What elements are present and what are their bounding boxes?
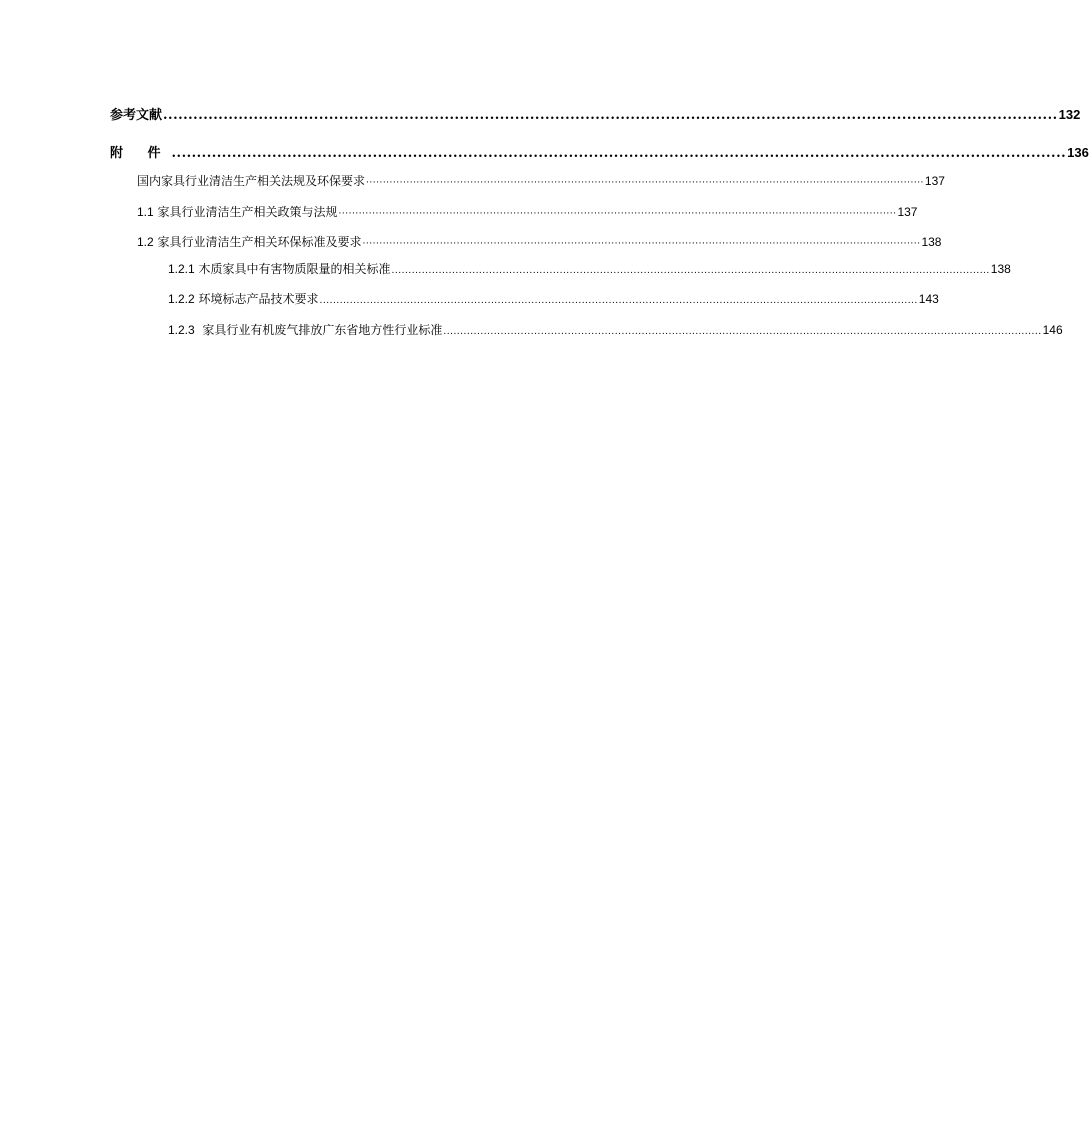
- toc-entry-appendix[interactable]: [110, 142, 1089, 161]
- toc-entry-1-2-3[interactable]: [168, 321, 1063, 338]
- toc-leader-dots: ..................................................................................................................................................................................: [443, 327, 1042, 337]
- toc-leader-dots: ..................................................................................................................................................................................: [319, 296, 918, 306]
- toc-entry-1-2[interactable]: [137, 233, 942, 250]
- toc-entry-page: 137: [924, 174, 945, 188]
- toc-entry-page: 132: [1058, 107, 1081, 122]
- toc-entry-title: 国内家具行业清洁生产相关法规及环保要求: [137, 174, 366, 188]
- toc-leader-dots: ······································································································································································: [338, 209, 897, 219]
- toc-entry-title: 参考文献: [110, 108, 163, 123]
- toc-entry-title: 1.2.3 家具行业有机废气排放广东省地方性行业标准: [168, 323, 443, 337]
- toc-leader-dots: ..................................................................................................................................................................................: [171, 146, 1067, 161]
- toc-entry-page: 138: [921, 235, 942, 249]
- toc-entry-page: 137: [897, 205, 918, 219]
- toc-entry-1-2-1[interactable]: [168, 260, 1011, 277]
- toc-leader-dots: ..................................................................................................................................................................................: [163, 108, 1058, 123]
- toc-entry-references[interactable]: [110, 104, 1081, 123]
- toc-entry-number: 1.2.3: [168, 323, 195, 337]
- toc-entry-number: 1.2.1: [168, 262, 195, 276]
- toc-entry-number: 1.1: [137, 205, 154, 219]
- toc-entry-page: 143: [918, 292, 939, 306]
- toc-entry-1-1[interactable]: [137, 203, 918, 220]
- toc-entry-page: 138: [990, 262, 1011, 276]
- toc-entry-1-2-2[interactable]: [168, 290, 939, 307]
- toc-leader-dots: ······································································································································································: [366, 178, 924, 188]
- toc-entry-title: 1.1 家具行业清洁生产相关政策与法规: [137, 205, 338, 219]
- toc-leader-dots: ..................................................................................................................................................................................: [391, 266, 990, 276]
- toc-entry-title: 1.2.2 环境标志产品技术要求: [168, 292, 319, 306]
- toc-leader-dots: ······································································································································································: [362, 239, 921, 249]
- toc-entry-title: 附 件: [110, 146, 171, 161]
- toc-entry-page: 136: [1067, 145, 1089, 160]
- toc-entry-number: 1.2: [137, 235, 154, 249]
- toc-entry-title: 1.2 家具行业清洁生产相关环保标准及要求: [137, 235, 362, 249]
- toc-entry-title: 1.2.1 木质家具中有害物质限量的相关标准: [168, 262, 391, 276]
- toc-entry-page: 146: [1042, 323, 1063, 337]
- toc-entry-number: 1.2.2: [168, 292, 195, 306]
- toc-entry-domestic-regulations[interactable]: [137, 172, 945, 189]
